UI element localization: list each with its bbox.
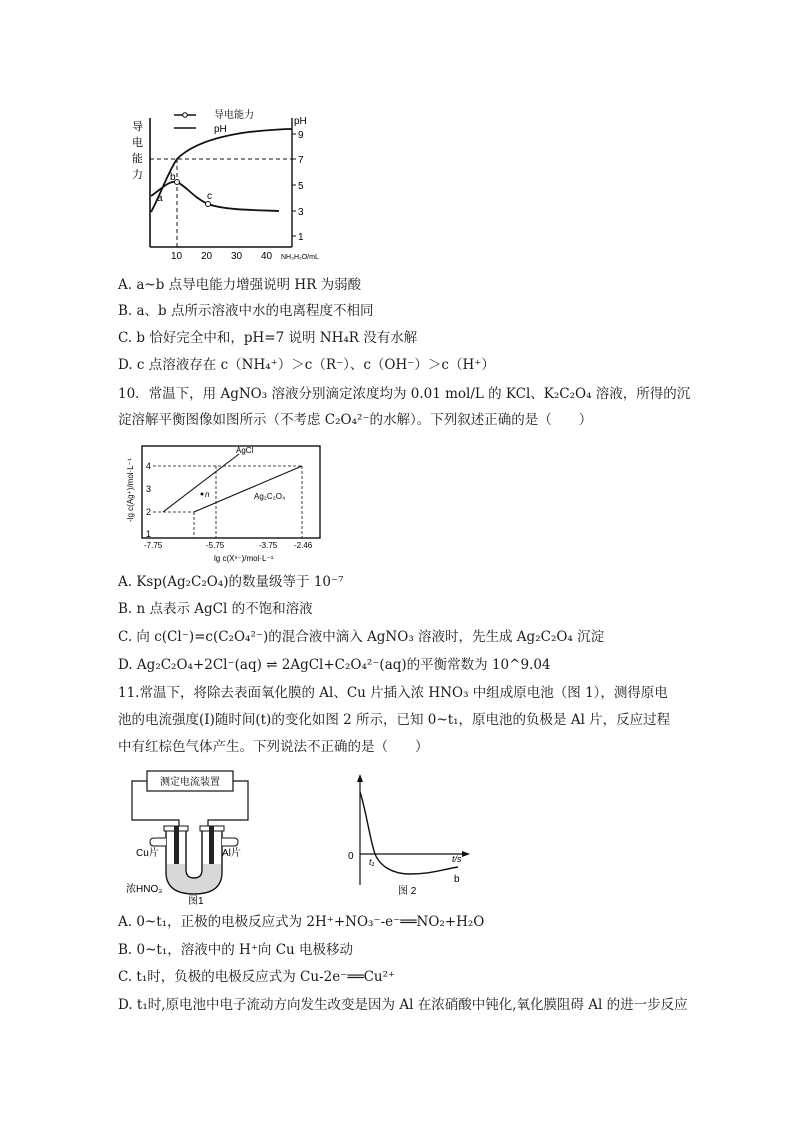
- legend-ph: pH: [214, 124, 227, 135]
- point-c-label: c: [207, 191, 212, 202]
- x-tick-label: -7.75: [144, 541, 163, 550]
- current-meter-label: 测定电流装置: [160, 777, 220, 788]
- figure-conductivity-ph-chart: [124, 100, 334, 265]
- x-tick-label: -5.75: [206, 541, 225, 550]
- q11-stem-line1: 11.常温下，将除去表面氧化膜的 Al、Cu 片插入浓 HNO₃ 中组成原电池（图 1），测得原电: [118, 685, 668, 701]
- x-tick-label: -3.75: [259, 541, 278, 550]
- y-axis-label-char: 能: [132, 153, 143, 165]
- x-tick-label: 30: [231, 251, 243, 262]
- al-label: Al片: [222, 848, 241, 859]
- t1-label: t₁: [369, 857, 375, 867]
- x-tick-label: 20: [201, 251, 213, 262]
- q9-option-c: C. b 恰好完全中和，pH=7 说明 NH₄R 没有水解: [118, 330, 418, 346]
- x-axis-label: lg c(Xⁿ⁻)/mol·L⁻¹: [214, 554, 274, 563]
- point-b-label: b: [170, 172, 176, 183]
- zero-label: 0: [348, 851, 354, 862]
- q9-option-d: D. c 点溶液存在 c（NH₄⁺）＞c（R⁻）、c（OH⁻）＞c（H⁺）: [118, 357, 495, 373]
- x-tick-label: 40: [261, 251, 273, 262]
- right-tick-label: 1: [298, 232, 304, 243]
- right-tick-label: 9: [298, 130, 304, 141]
- y-axis-label-char: 电: [132, 137, 143, 149]
- point-c-marker: [206, 202, 211, 207]
- b-label: b: [454, 874, 460, 885]
- q11-option-d: D. t₁时,原电池中电子流动方向发生改变是因为 Al 在浓硝酸中钝化,氧化膜阻碍 Al 的进一步反应: [118, 997, 688, 1013]
- q10-option-b: B. n 点表示 AgCl 的不饱和溶液: [118, 601, 313, 617]
- q10-option-a: A. Ksp(Ag₂C₂O₄)的数量级等于 10⁻⁷: [118, 574, 344, 590]
- figure1-caption: 图1: [188, 896, 204, 906]
- right-tick-label: 5: [298, 181, 304, 192]
- agcl-label: AgCl: [236, 446, 254, 455]
- figure-precipitation-equilibrium: [118, 440, 328, 566]
- q11-stem-line2: 池的电流强度(I)随时间(t)的变化如图 2 所示，已知 0~t₁，原电池的负极是 Al 片，反应过程: [118, 712, 671, 728]
- y-axis-label-char: 导: [132, 121, 143, 133]
- ag2c2o4-label: Ag₂C₂O₄: [254, 492, 286, 501]
- q10-stem-line2: 淀溶解平衡图像如图所示（不考虑 C₂O₄²⁻的水解）。下列叙述正确的是（ ）: [118, 412, 593, 428]
- conductivity-curve: [151, 182, 279, 211]
- figure-galvanic-cell: [124, 768, 264, 906]
- figure2-caption: 图 2: [398, 886, 417, 897]
- right-axis-title: pH: [294, 116, 307, 127]
- t-unit-label: t/s: [452, 854, 462, 864]
- q11-stem-line3: 中有红棕色气体产生。下列说法不正确的是（ ）: [118, 739, 429, 755]
- q10-option-d: D. Ag₂C₂O₄+2Cl⁻(aq) ⇌ 2AgCl+C₂O₄²⁻(aq)的平衡常数为 10^9.04: [118, 657, 551, 673]
- q9-option-a: A. a~b 点导电能力增强说明 HR 为弱酸: [118, 277, 362, 293]
- cu-label: Cu片: [136, 848, 159, 859]
- q10-option-c: C. 向 c(Cl⁻)=c(C₂O₄²⁻)的混合液中滴入 AgNO₃ 溶液时，先生成 Ag₂C₂O₄ 沉淀: [118, 629, 605, 645]
- q11-option-a: A. 0~t₁，正极的电极反应式为 2H⁺+NO₃⁻-e⁻══NO₂+H₂O: [118, 914, 485, 930]
- n-label: n: [205, 490, 210, 499]
- y-tick-label: 3: [146, 484, 152, 494]
- x-tick-label: -2.46: [294, 541, 313, 550]
- acid-label: 浓HNO₃: [126, 884, 163, 895]
- legend-marker: [183, 113, 188, 118]
- y-tick-label: 4: [146, 461, 152, 471]
- right-tick-label: 3: [298, 207, 304, 218]
- point-a-label: a: [157, 193, 163, 204]
- q11-option-b: B. 0~t₁，溶液中的 H⁺向 Cu 电极移动: [118, 942, 354, 958]
- ag2c2o4-line: [194, 466, 302, 512]
- agcl-line: [163, 454, 239, 512]
- y-axis-label: -lg c(Ag⁺)/mol·L⁻¹: [126, 458, 135, 522]
- ph-curve: [151, 129, 292, 212]
- y-tick-label: 2: [146, 507, 152, 517]
- q10-stem-line1: 10．常温下，用 AgNO₃ 溶液分别滴定浓度均为 0.01 mol/L 的 KCl、K₂C₂O₄ 溶液，所得的沉: [118, 386, 691, 402]
- n-point: [201, 493, 204, 496]
- x-tick-label: 10: [171, 251, 183, 262]
- x-axis-label: NH₃H₂O/mL: [281, 254, 319, 261]
- legend-conductivity: 导电能力: [214, 110, 254, 121]
- current-curve: [360, 792, 458, 874]
- y-axis-label-char: 力: [132, 169, 143, 181]
- q9-option-b: B. a、b 点所示溶液中水的电离程度不相同: [118, 303, 374, 319]
- q11-option-c: C. t₁时，负极的电极反应式为 Cu-2e⁻══Cu²⁺: [118, 969, 396, 985]
- y-tick-label: 1: [146, 529, 152, 539]
- right-tick-label: 7: [298, 155, 304, 166]
- figure-current-time-curve: [340, 770, 480, 900]
